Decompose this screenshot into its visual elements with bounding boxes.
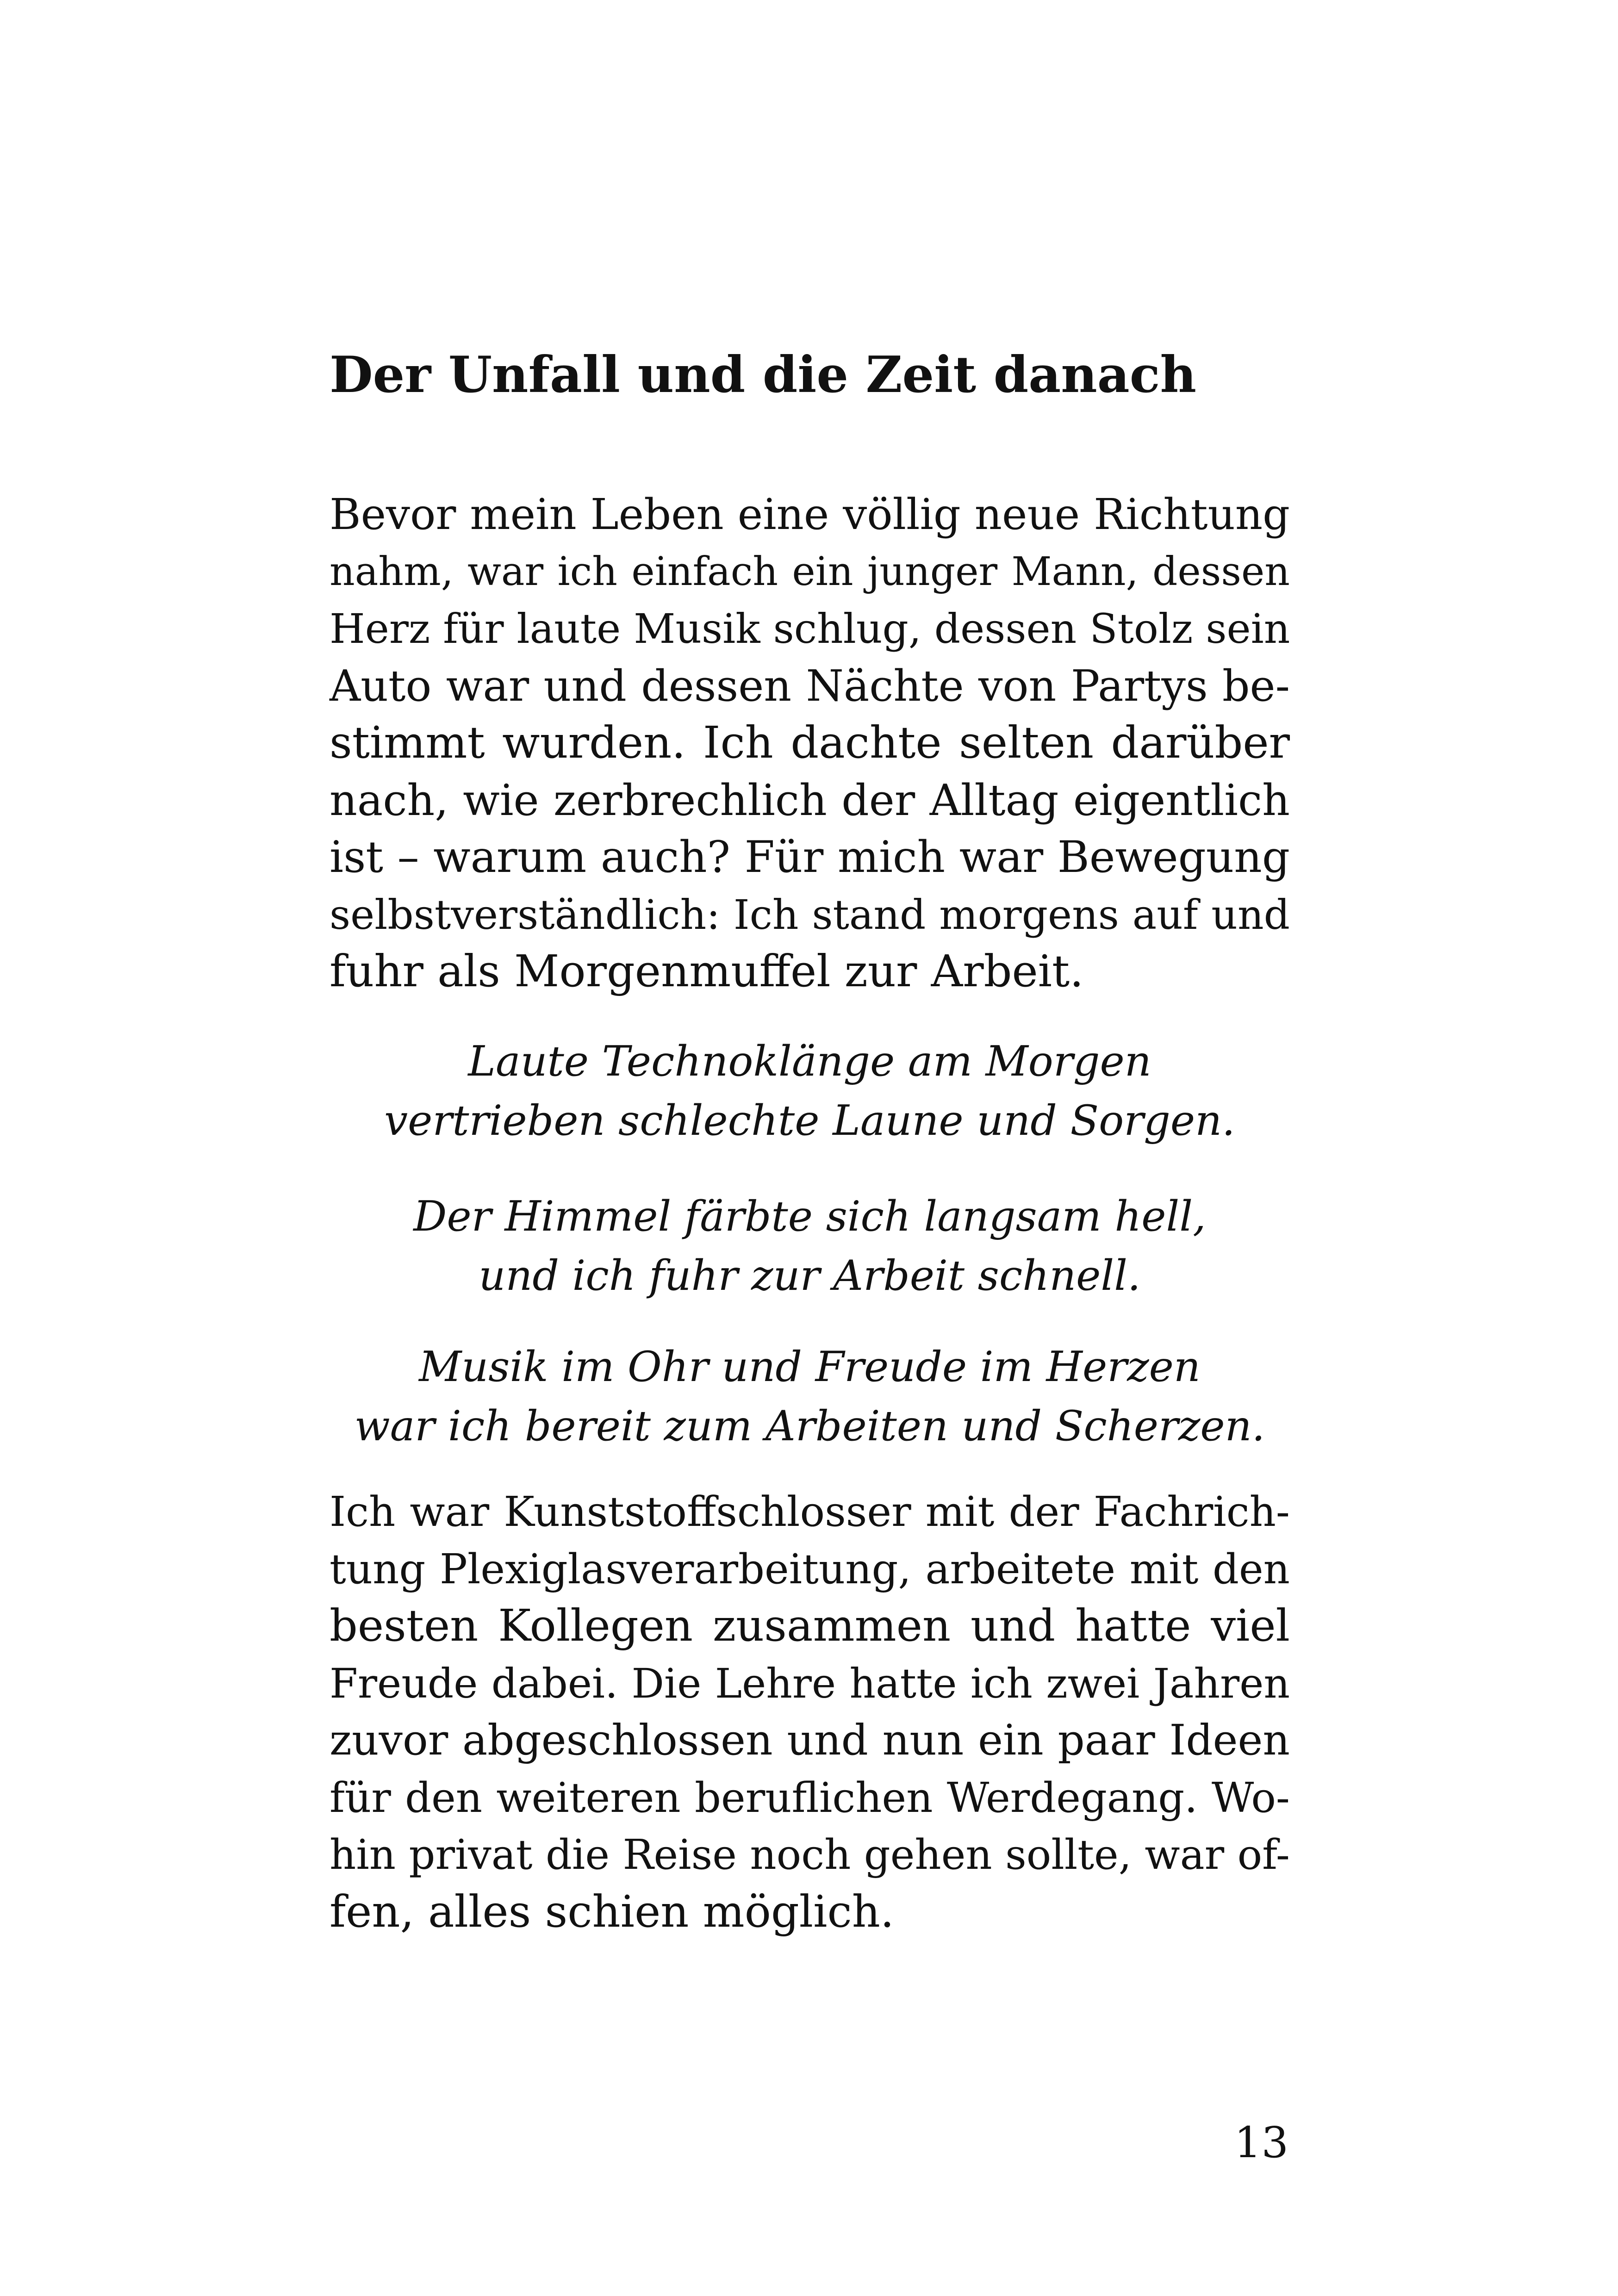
poem-line: vertrieben schlechte Laune und Sorgen.	[384, 1096, 1235, 1145]
chapter-title: Der Unfall und die Zeit danach	[330, 346, 1197, 404]
paragraph-line: besten Kollegen zusammen und hatte viel	[330, 1600, 1290, 1651]
paragraph-line: für den weiteren beruflichen Werdegang. Wo-	[330, 1773, 1290, 1822]
paragraph-line: fuhr als Morgenmuffel zur Arbeit.	[330, 946, 1084, 997]
paragraph-line: Ich war Kunststoffschlosser mit der Fachrich-	[330, 1487, 1290, 1536]
poem-stanza-1	[330, 1032, 1290, 1151]
paragraph-line: ist – warum auch? Für mich war Bewegung	[330, 832, 1290, 883]
paragraph-line: selbstverständlich: Ich stand morgens auf und	[330, 890, 1290, 939]
paragraph-line: fen, alles schien möglich.	[330, 1886, 895, 1937]
paragraph-line: stimmt wurden. Ich dachte selten darüber	[330, 717, 1290, 768]
poem-line: Der Himmel färbte sich langsam hell,	[413, 1192, 1206, 1241]
poem-line: Laute Technoklänge am Morgen	[468, 1037, 1151, 1086]
poem-line: Musik im Ohr und Freude im Herzen	[419, 1343, 1201, 1391]
paragraph-line: zuvor abgeschlossen und nun ein paar Ideen	[330, 1716, 1290, 1765]
paragraph-line: hin privat die Reise noch gehen sollte, war of-	[330, 1830, 1290, 1879]
paragraph-line: Auto war und dessen Nächte von Partys be-	[330, 660, 1290, 711]
page-number: 13	[1234, 2118, 1288, 2167]
paragraph-intro	[330, 486, 1290, 1001]
paragraph-line: Bevor mein Leben eine völlig neue Richtung	[330, 490, 1290, 539]
paragraph-line: nach, wie zerbrechlich der Alltag eigentlich	[330, 775, 1290, 825]
paragraph-career	[330, 1483, 1290, 1941]
poem-line: und ich fuhr zur Arbeit schnell.	[479, 1251, 1141, 1300]
paragraph-line: nahm, war ich einfach ein junger Mann, dessen	[330, 548, 1290, 595]
paragraph-line: Herz für laute Musik schlug, dessen Stolz sein	[330, 605, 1290, 653]
poem-stanza-2	[330, 1187, 1290, 1306]
paragraph-line: Freude dabei. Die Lehre hatte ich zwei Jahren	[330, 1659, 1290, 1707]
poem-line: war ich bereit zum Arbeiten und Scherzen.	[354, 1402, 1265, 1450]
paragraph-line: tung Plexiglasverarbeitung, arbeitete mit den	[330, 1544, 1290, 1593]
poem-stanza-3	[330, 1338, 1290, 1456]
